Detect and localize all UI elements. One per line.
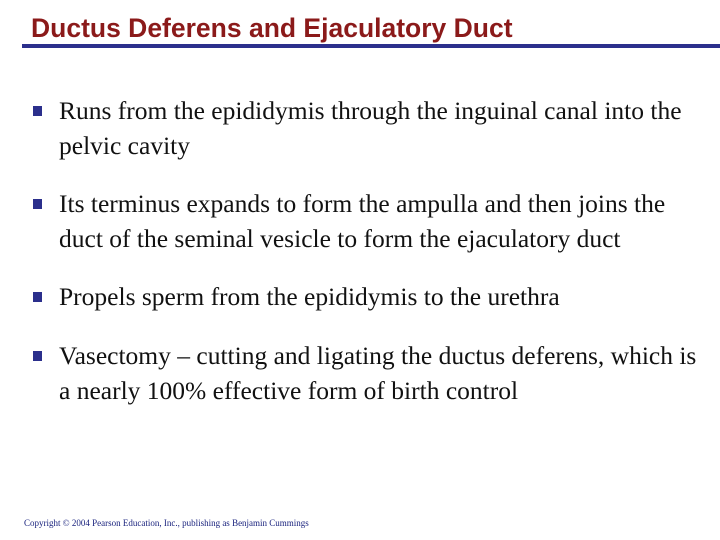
bullet-text: Propels sperm from the epididymis to the urethra xyxy=(59,282,560,311)
title-divider xyxy=(22,44,720,48)
bullet-item xyxy=(32,279,712,314)
bullet-list xyxy=(32,93,712,431)
bullet-text: Its terminus expands to form the ampulla and then joins the duct of the seminal vesicle to form the ejaculatory duct xyxy=(59,189,666,253)
bullet-text: Vasectomy – cutting and ligating the ductus deferens, which is a nearly 100% effective form of birth control xyxy=(59,341,697,405)
bullet-item xyxy=(32,186,712,256)
slide-title: Ductus Deferens and Ejaculatory Duct xyxy=(31,13,513,43)
square-bullet-icon xyxy=(33,106,42,116)
bullet-text: Runs from the epididymis through the inguinal canal into the pelvic cavity xyxy=(59,96,682,160)
copyright-notice: Copyright © 2004 Pearson Education, Inc., publishing as Benjamin Cummings xyxy=(24,518,309,528)
bullet-item xyxy=(32,338,712,408)
bullet-item xyxy=(32,93,712,163)
square-bullet-icon xyxy=(33,292,42,302)
square-bullet-icon xyxy=(33,199,42,209)
square-bullet-icon xyxy=(33,351,42,361)
